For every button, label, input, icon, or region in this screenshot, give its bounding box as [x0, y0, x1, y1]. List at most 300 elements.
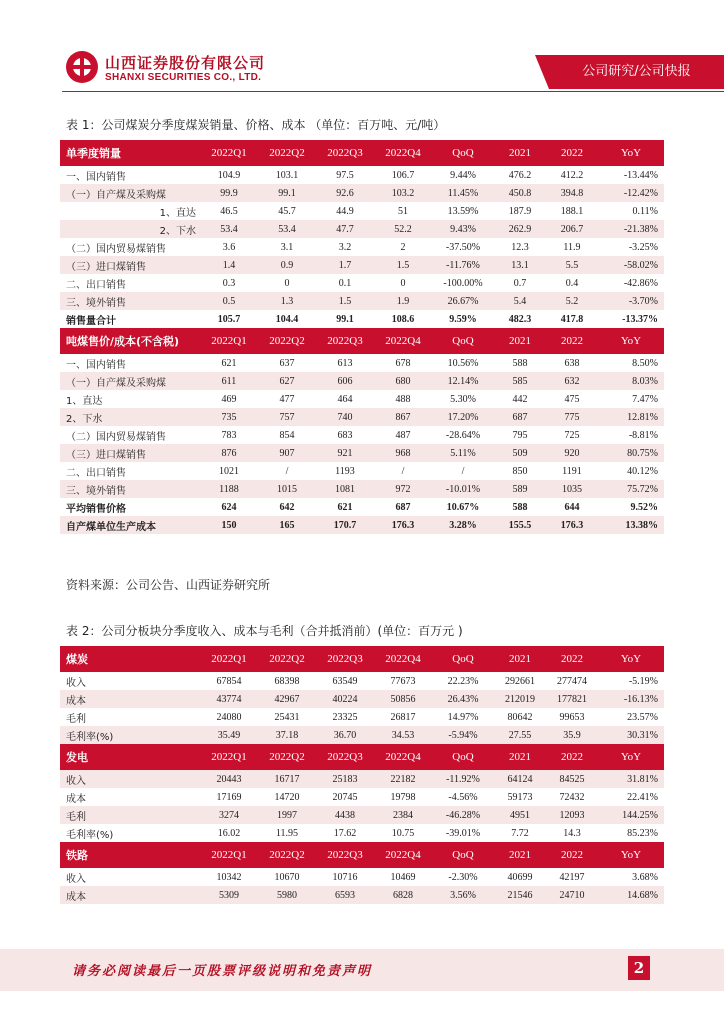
- table-cell: 170.7: [316, 516, 374, 534]
- table-cell: 12.3: [494, 238, 546, 256]
- table-row: [60, 444, 664, 462]
- table-cell: 4438: [316, 806, 374, 824]
- table-cell: 476.2: [494, 166, 546, 184]
- table-cell: 97.5: [316, 166, 374, 184]
- table-cell: 99.1: [258, 184, 316, 202]
- column-header: QoQ: [432, 646, 494, 672]
- table-cell: 1.3: [258, 292, 316, 310]
- table-cell: 16.02: [200, 824, 258, 842]
- table-cell: 488: [374, 390, 432, 408]
- table-cell: 22.23%: [432, 672, 494, 690]
- table-cell: 34.53: [374, 726, 432, 744]
- table-cell: 10342: [200, 868, 258, 886]
- table-cell: 1.7: [316, 256, 374, 274]
- table-cell: 3.56%: [432, 886, 494, 904]
- table-cell: -4.56%: [432, 788, 494, 806]
- section-title: 发电: [60, 744, 200, 770]
- table-cell: 72432: [546, 788, 598, 806]
- table-cell: 26.43%: [432, 690, 494, 708]
- table-row: [60, 426, 664, 444]
- column-header: 2022: [546, 646, 598, 672]
- table-cell: 277474: [546, 672, 598, 690]
- table-cell: 177821: [546, 690, 598, 708]
- table-cell: 13.59%: [432, 202, 494, 220]
- column-header: 2022Q4: [374, 842, 432, 868]
- table-cell: 9.59%: [432, 310, 494, 328]
- table-cell: 52.2: [374, 220, 432, 238]
- table-cell: 417.8: [546, 310, 598, 328]
- table-cell: -58.02%: [598, 256, 664, 274]
- table-cell: /: [258, 462, 316, 480]
- table-cell: 632: [546, 372, 598, 390]
- row-label: 二、出口销售: [60, 274, 200, 292]
- table-cell: 1035: [546, 480, 598, 498]
- table-cell: 4951: [494, 806, 546, 824]
- table-cell: 26.67%: [432, 292, 494, 310]
- table-cell: -42.86%: [598, 274, 664, 292]
- table-cell: 23.57%: [598, 708, 664, 726]
- table-cell: 795: [494, 426, 546, 444]
- table-cell: 921: [316, 444, 374, 462]
- column-header: 2021: [494, 140, 546, 166]
- table-cell: 7.72: [494, 824, 546, 842]
- column-header: 2021: [494, 842, 546, 868]
- table-cell: 85.23%: [598, 824, 664, 842]
- table-cell: 10.56%: [432, 354, 494, 372]
- table-cell: 31.81%: [598, 770, 664, 788]
- row-label: 2、下水: [60, 220, 200, 238]
- table-cell: 5980: [258, 886, 316, 904]
- row-label: 一、国内销售: [60, 354, 200, 372]
- table-cell: 1188: [200, 480, 258, 498]
- page-header: [0, 0, 724, 98]
- table-cell: 14720: [258, 788, 316, 806]
- table-cell: 104.9: [200, 166, 258, 184]
- row-label: 1、直达: [60, 390, 200, 408]
- table-cell: 22.41%: [598, 788, 664, 806]
- table-cell: 103.2: [374, 184, 432, 202]
- table-cell: 5.11%: [432, 444, 494, 462]
- row-label: 成本: [60, 788, 200, 806]
- column-header: 2021: [494, 646, 546, 672]
- table-row: [60, 166, 664, 184]
- section-title: 单季度销量: [60, 140, 200, 166]
- column-header: 2022Q1: [200, 328, 258, 354]
- table-cell: 103.1: [258, 166, 316, 184]
- table-cell: 42197: [546, 868, 598, 886]
- column-header: 2022Q2: [258, 140, 316, 166]
- column-header: 2022Q4: [374, 646, 432, 672]
- table-cell: 3.2: [316, 238, 374, 256]
- section-title: 煤炭: [60, 646, 200, 672]
- table-cell: 12.14%: [432, 372, 494, 390]
- table-cell: -13.37%: [598, 310, 664, 328]
- table-cell: 1.4: [200, 256, 258, 274]
- table-cell: 64124: [494, 770, 546, 788]
- table-cell: -8.81%: [598, 426, 664, 444]
- table-cell: 13.38%: [598, 516, 664, 534]
- company-logo-icon: [66, 51, 98, 83]
- table-cell: 206.7: [546, 220, 598, 238]
- table-cell: 99653: [546, 708, 598, 726]
- table-cell: 188.1: [546, 202, 598, 220]
- table-cell: 67854: [200, 672, 258, 690]
- table-cell: 687: [374, 498, 432, 516]
- table1-caption: 表 1：公司煤炭分季度煤炭销量、价格、成本 （单位：百万吨、元/吨）: [66, 118, 446, 132]
- table-cell: 5.5: [546, 256, 598, 274]
- table-cell: 176.3: [546, 516, 598, 534]
- table-cell: -16.13%: [598, 690, 664, 708]
- table-cell: -3.70%: [598, 292, 664, 310]
- row-label: 一、国内销售: [60, 166, 200, 184]
- column-header: 2022: [546, 328, 598, 354]
- table-cell: 68398: [258, 672, 316, 690]
- table-cell: 2384: [374, 806, 432, 824]
- table-cell: 51: [374, 202, 432, 220]
- table-row: [60, 498, 664, 516]
- table-row: [60, 462, 664, 480]
- section-tag: 公司研究/公司快报: [549, 55, 724, 89]
- table-cell: 19798: [374, 788, 432, 806]
- table-cell: 25183: [316, 770, 374, 788]
- table-cell: 613: [316, 354, 374, 372]
- table-cell: 1193: [316, 462, 374, 480]
- table-cell: 0.7: [494, 274, 546, 292]
- table-row: [60, 256, 664, 274]
- row-label: 成本: [60, 690, 200, 708]
- table-cell: 678: [374, 354, 432, 372]
- table-cell: -13.44%: [598, 166, 664, 184]
- table-cell: -28.64%: [432, 426, 494, 444]
- table-cell: 621: [200, 354, 258, 372]
- table2-coal-header: [60, 646, 664, 672]
- table-cell: 606: [316, 372, 374, 390]
- table-cell: 24710: [546, 886, 598, 904]
- company-name-cn: 山西证券股份有限公司: [105, 54, 266, 72]
- table-cell: 108.6: [374, 310, 432, 328]
- page-number: 2: [628, 956, 650, 980]
- table-cell: 80642: [494, 708, 546, 726]
- table-cell: 867: [374, 408, 432, 426]
- table-cell: 150: [200, 516, 258, 534]
- table-cell: 585: [494, 372, 546, 390]
- table1-price-header: [60, 328, 664, 354]
- table-row: [60, 238, 664, 256]
- table-cell: 105.7: [200, 310, 258, 328]
- column-header: YoY: [598, 140, 664, 166]
- table-cell: 43774: [200, 690, 258, 708]
- table-cell: 63549: [316, 672, 374, 690]
- table-row: [60, 202, 664, 220]
- table-cell: 84525: [546, 770, 598, 788]
- table-row: [60, 480, 664, 498]
- table-cell: 5.2: [546, 292, 598, 310]
- table-cell: 46.5: [200, 202, 258, 220]
- table-cell: 394.8: [546, 184, 598, 202]
- table-cell: 5.4: [494, 292, 546, 310]
- table-cell: 35.49: [200, 726, 258, 744]
- table-cell: 37.18: [258, 726, 316, 744]
- row-label: （三）进口煤销售: [60, 444, 200, 462]
- table-cell: 907: [258, 444, 316, 462]
- company-name-en: SHANXI SECURITIES CO., LTD.: [105, 72, 262, 83]
- table-cell: 9.44%: [432, 166, 494, 184]
- table-cell: 482.3: [494, 310, 546, 328]
- table-cell: 3.6: [200, 238, 258, 256]
- table-cell: 475: [546, 390, 598, 408]
- section-tag-notch: [535, 55, 549, 89]
- table-cell: 292661: [494, 672, 546, 690]
- column-header: 2022Q3: [316, 328, 374, 354]
- table-cell: 876: [200, 444, 258, 462]
- row-label: （一）自产煤及采购煤: [60, 372, 200, 390]
- table-cell: /: [374, 462, 432, 480]
- table-cell: 588: [494, 354, 546, 372]
- column-header: QoQ: [432, 842, 494, 868]
- table-cell: 212019: [494, 690, 546, 708]
- column-header: 2022Q4: [374, 744, 432, 770]
- table-row: [60, 310, 664, 328]
- table-cell: 775: [546, 408, 598, 426]
- table-cell: 16717: [258, 770, 316, 788]
- column-header: 2022Q3: [316, 646, 374, 672]
- row-label: （三）进口煤销售: [60, 256, 200, 274]
- table-cell: 47.7: [316, 220, 374, 238]
- table-cell: 0.3: [200, 274, 258, 292]
- table-cell: 6828: [374, 886, 432, 904]
- section-title: 吨煤售价/成本(不含税): [60, 328, 200, 354]
- table-cell: 757: [258, 408, 316, 426]
- table-cell: -12.42%: [598, 184, 664, 202]
- table-cell: 1021: [200, 462, 258, 480]
- row-label: 收入: [60, 672, 200, 690]
- table-cell: 1081: [316, 480, 374, 498]
- table-cell: 13.1: [494, 256, 546, 274]
- table-cell: 11.45%: [432, 184, 494, 202]
- table-cell: -21.38%: [598, 220, 664, 238]
- table1-coal-sales-price: [60, 140, 664, 534]
- table-cell: 187.9: [494, 202, 546, 220]
- table-cell: 40224: [316, 690, 374, 708]
- table-cell: -11.92%: [432, 770, 494, 788]
- table-cell: 1015: [258, 480, 316, 498]
- table-cell: 638: [546, 354, 598, 372]
- table-cell: 10.75: [374, 824, 432, 842]
- row-label: 销售量合计: [60, 310, 200, 328]
- table-cell: 9.43%: [432, 220, 494, 238]
- row-label: 三、境外销售: [60, 480, 200, 498]
- table-cell: 637: [258, 354, 316, 372]
- table2-rail-header: [60, 842, 664, 868]
- table-cell: 50856: [374, 690, 432, 708]
- table-cell: 53.4: [200, 220, 258, 238]
- table-cell: 972: [374, 480, 432, 498]
- table-cell: 8.03%: [598, 372, 664, 390]
- column-header: 2022Q2: [258, 842, 316, 868]
- table-cell: 621: [316, 498, 374, 516]
- row-label: 收入: [60, 770, 200, 788]
- table-cell: 44.9: [316, 202, 374, 220]
- row-label: 收入: [60, 868, 200, 886]
- table-row: [60, 788, 664, 806]
- column-header: 2022: [546, 744, 598, 770]
- table-cell: 17.62: [316, 824, 374, 842]
- table-cell: 1997: [258, 806, 316, 824]
- table2-power-header: [60, 744, 664, 770]
- table-row: [60, 868, 664, 886]
- column-header: 2021: [494, 744, 546, 770]
- table-cell: 10469: [374, 868, 432, 886]
- disclaimer-note: 请务必阅读最后一页股票评级说明和免责声明: [72, 964, 373, 979]
- table-cell: 1.9: [374, 292, 432, 310]
- table-cell: 442: [494, 390, 546, 408]
- table-cell: 144.25%: [598, 806, 664, 824]
- table-row: [60, 726, 664, 744]
- table-cell: 17.20%: [432, 408, 494, 426]
- column-header: 2022Q2: [258, 328, 316, 354]
- table-cell: 36.70: [316, 726, 374, 744]
- table-cell: -2.30%: [432, 868, 494, 886]
- table-cell: 487: [374, 426, 432, 444]
- table-cell: 7.47%: [598, 390, 664, 408]
- table-cell: 412.2: [546, 166, 598, 184]
- table-cell: 14.97%: [432, 708, 494, 726]
- table-cell: 155.5: [494, 516, 546, 534]
- row-label: 2、下水: [60, 408, 200, 426]
- table-row: [60, 220, 664, 238]
- table-cell: 509: [494, 444, 546, 462]
- row-label: 成本: [60, 886, 200, 904]
- table-cell: 920: [546, 444, 598, 462]
- table-cell: -39.01%: [432, 824, 494, 842]
- table-cell: -3.25%: [598, 238, 664, 256]
- table-cell: 0.9: [258, 256, 316, 274]
- table-cell: -5.19%: [598, 672, 664, 690]
- table-cell: 0: [374, 274, 432, 292]
- table-cell: 10.67%: [432, 498, 494, 516]
- column-header: 2022Q1: [200, 842, 258, 868]
- row-label: 毛利: [60, 806, 200, 824]
- column-header: 2022Q4: [374, 140, 432, 166]
- table-cell: 53.4: [258, 220, 316, 238]
- table-cell: 3.28%: [432, 516, 494, 534]
- table-cell: 783: [200, 426, 258, 444]
- table-cell: 624: [200, 498, 258, 516]
- column-header: 2022Q4: [374, 328, 432, 354]
- table-row: [60, 708, 664, 726]
- table-cell: 6593: [316, 886, 374, 904]
- table-cell: 5309: [200, 886, 258, 904]
- column-header: 2022Q1: [200, 646, 258, 672]
- table-cell: 740: [316, 408, 374, 426]
- table-row: [60, 292, 664, 310]
- table-cell: 27.55: [494, 726, 546, 744]
- table-cell: 0.11%: [598, 202, 664, 220]
- table-cell: 0.5: [200, 292, 258, 310]
- column-header: 2022Q1: [200, 744, 258, 770]
- table-cell: 1.5: [316, 292, 374, 310]
- row-label: 毛利率(%): [60, 824, 200, 842]
- column-header: 2021: [494, 328, 546, 354]
- table-cell: 589: [494, 480, 546, 498]
- table-cell: -10.01%: [432, 480, 494, 498]
- table-cell: 12.81%: [598, 408, 664, 426]
- table-cell: 26817: [374, 708, 432, 726]
- table-cell: 92.6: [316, 184, 374, 202]
- table2-caption: 表 2：公司分板块分季度收入、成本与毛利（合并抵消前）(单位：百万元 ): [66, 624, 463, 638]
- column-header: 2022: [546, 842, 598, 868]
- table-cell: 10716: [316, 868, 374, 886]
- table-row: [60, 408, 664, 426]
- table1-sales-header: [60, 140, 664, 166]
- column-header: 2022Q3: [316, 842, 374, 868]
- column-header: QoQ: [432, 744, 494, 770]
- table-cell: 9.52%: [598, 498, 664, 516]
- table-cell: 850: [494, 462, 546, 480]
- table-cell: 104.4: [258, 310, 316, 328]
- table-row: [60, 372, 664, 390]
- table-cell: 0: [258, 274, 316, 292]
- table-cell: 11.95: [258, 824, 316, 842]
- table-cell: 644: [546, 498, 598, 516]
- table-row: [60, 672, 664, 690]
- table-cell: 5.30%: [432, 390, 494, 408]
- table-cell: 12093: [546, 806, 598, 824]
- table1-source: 资料来源：公司公告、山西证券研究所: [66, 578, 271, 592]
- table-cell: 22182: [374, 770, 432, 788]
- table-cell: -100.00%: [432, 274, 494, 292]
- table-cell: 11.9: [546, 238, 598, 256]
- column-header: 2022Q3: [316, 140, 374, 166]
- table-cell: 464: [316, 390, 374, 408]
- column-header: 2022Q1: [200, 140, 258, 166]
- table-cell: 106.7: [374, 166, 432, 184]
- table-cell: 3274: [200, 806, 258, 824]
- table-cell: 735: [200, 408, 258, 426]
- table-cell: 45.7: [258, 202, 316, 220]
- table-cell: 176.3: [374, 516, 432, 534]
- row-label: 自产煤单位生产成本: [60, 516, 200, 534]
- row-label: （二）国内贸易煤销售: [60, 238, 200, 256]
- table2-segment-revenue: [60, 646, 664, 904]
- row-label: 1、直达: [60, 202, 200, 220]
- table-cell: 40.12%: [598, 462, 664, 480]
- table-cell: 80.75%: [598, 444, 664, 462]
- table-cell: 20745: [316, 788, 374, 806]
- table-row: [60, 690, 664, 708]
- table-cell: 3.68%: [598, 868, 664, 886]
- table-row: [60, 770, 664, 788]
- table-row: [60, 390, 664, 408]
- table-row: [60, 806, 664, 824]
- column-header: QoQ: [432, 328, 494, 354]
- table-cell: 30.31%: [598, 726, 664, 744]
- table-cell: 21546: [494, 886, 546, 904]
- table-cell: 680: [374, 372, 432, 390]
- table-row: [60, 354, 664, 372]
- table-cell: 42967: [258, 690, 316, 708]
- table-cell: 0.4: [546, 274, 598, 292]
- table-cell: 99.1: [316, 310, 374, 328]
- row-label: 二、出口销售: [60, 462, 200, 480]
- table-row: [60, 516, 664, 534]
- table-cell: 25431: [258, 708, 316, 726]
- column-header: 2022: [546, 140, 598, 166]
- table-cell: 262.9: [494, 220, 546, 238]
- column-header: 2022Q2: [258, 744, 316, 770]
- column-header: QoQ: [432, 140, 494, 166]
- table-cell: 3.1: [258, 238, 316, 256]
